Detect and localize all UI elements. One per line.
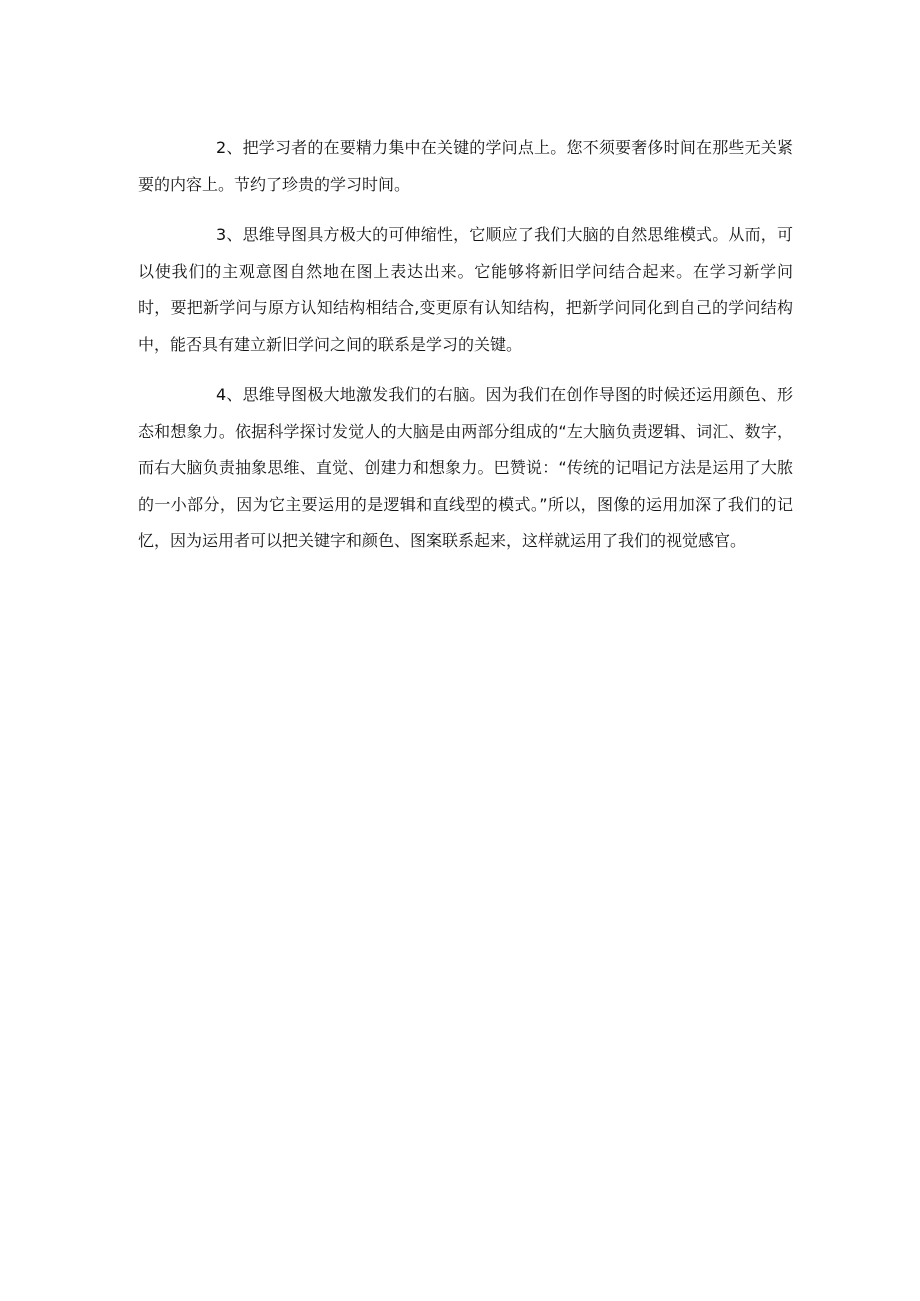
paragraph-4: 4、思维导图极大地激发我们的右脑。因为我们在创作导图的时候还运用颜色、形态和想象力。依据科学探讨发觉人的大脑是由两部分组成的“左大脑负责逻辑、词汇、数字，而右大脑负责抽象思维、直觉、创建力和想象力。巴赞说：“传统的记唱记方法是运用了大脓的一小部分，因为它主要运用的是逻辑和直线型的模式。”所以，图像的运用加深了我们的记忆，因为运用者可以把关键字和颜色、图案联系起来，这样就运用了我们的视觉感官。 (138, 385, 793, 550)
paragraph-3: 3、思维导图具方极大的可伸缩性，它顺应了我们大脑的自然思维模式。从而，可以使我们的主观意图自然地在图上表达出来。它能够将新旧学问结合起来。在学习新学问时，要把新学问与原方认知结构相结合,变更原有认知结构，把新学问同化到自己的学问结构中，能否具有建立新旧学问之间的联系是学习的关键。 (138, 225, 793, 354)
document-body (138, 130, 793, 560)
paragraph-2: 2、把学习者的在要精力集中在关键的学问点上。您不须要奢侈时间在那些无关紧要的内容上。节约了珍贵的学习时间。 (138, 138, 793, 194)
